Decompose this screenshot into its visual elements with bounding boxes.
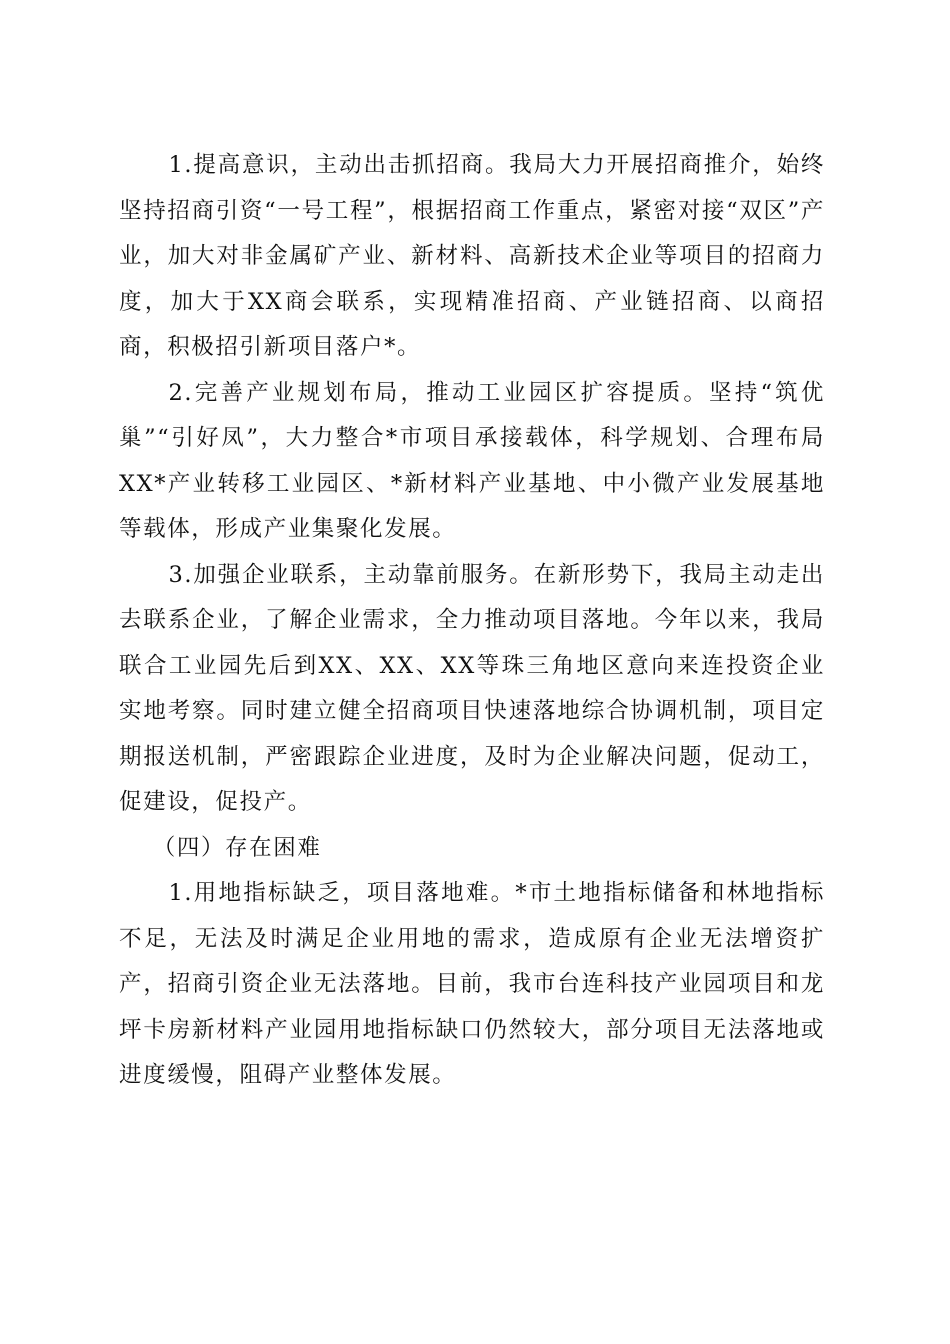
paragraph-industrial-planning: 2.完善产业规划布局，推动工业园区扩容提质。坚持“筑优巢”“引好凤”，大力整合*市项目承接载体，科学规划、合理布局XX*产业转移工业园区、*新材料产业基地、中小微产业发展基地等载体，形成产业集聚化发展。 — [119, 379, 825, 542]
paragraph-enterprise-service: 3.加强企业联系，主动靠前服务。在新形势下，我局主动走出去联系企业，了解企业需求，全力推动项目落地。今年以来，我局联合工业园先后到XX、XX、XX等珠三角地区意向来连投资企业实地考察。同时建立健全招商项目快速落地综合协调机制，项目定期报送机制，严密跟踪企业进度，及时为企业解决问题，促动工，促建设，促投产。 — [119, 561, 825, 815]
paragraph-attract-investment: 1.提高意识，主动出击抓招商。我局大力开展招商推介，始终坚持招商引资“一号工程”，根据招商工作重点，紧密对接“双区”产业，加大对非金属矿产业、新材料、高新技术企业等项目的招商力度，加大于XX商会联系，实现精准招商、产业链招商、以商招商，积极招引新项目落户*。 — [119, 152, 825, 360]
document-body — [119, 143, 825, 1099]
section-heading-difficulties: （四）存在困难 — [152, 834, 322, 861]
paragraph-land-shortage: 1.用地指标缺乏，项目落地难。*市土地指标储备和林地指标不足，无法及时满足企业用地的需求，造成原有企业无法增资扩产，招商引资企业无法落地。目前，我市台连科技产业园项目和龙坪卡房新材料产业园用地指标缺口仍然较大，部分项目无法落地或进度缓慢，阻碍产业整体发展。 — [119, 880, 825, 1088]
